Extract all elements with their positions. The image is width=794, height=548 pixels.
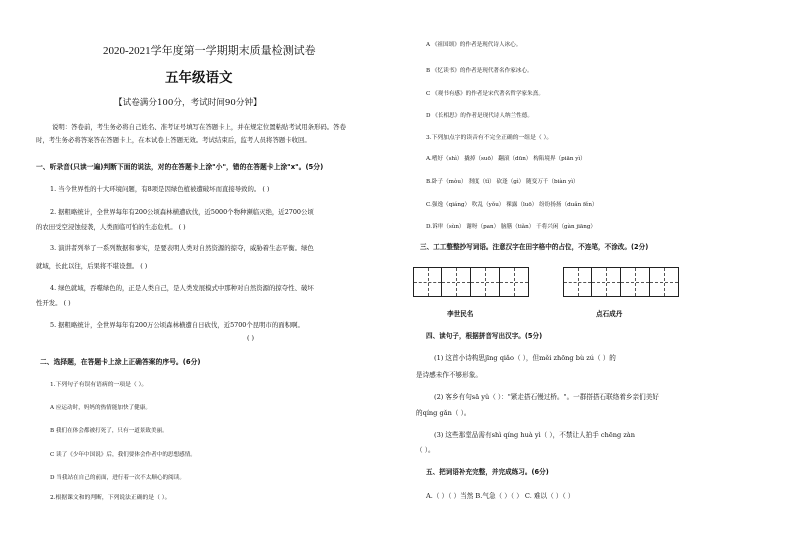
- section-2-q2: 2.根据课文和的判断，下列说法正确的是（ ）。: [50, 495, 171, 501]
- s5-fill-line: A.（ ）（ ）当然 B.气急（ ）（ ） C. 难以（ ）（ ）: [426, 492, 575, 500]
- exam-title: 2020-2021学年度第一学期期末质量检测试卷: [103, 45, 316, 57]
- right-option-c: C 《观书有感》的作者是宋代著名哲学家朱熹。: [426, 91, 544, 97]
- section-1-title: 一、听录音(只读一遍)判断下面的说法，对的在答题卡上涂"小"，错的在答题卡上涂"x"。(5分): [36, 163, 324, 171]
- right-option-a: A 《祖国颂》的作者是现代诗人冰心。: [426, 42, 522, 48]
- copy-word-1: 李世民名: [447, 310, 474, 318]
- section-1-q4-line1: 4. 绿色就域，吞噬绿色的，正是人类自己，是人类发展模式中那种对自然资源的掠夺性、破坏: [50, 284, 314, 292]
- q3-row-b: B.卧子（mòu） 刹度（tǐ） 砍逢（gì） 随变万千（biàn yì）: [426, 179, 579, 185]
- s4-sentence-1-line1: (1) 这首小诗构思jīng qiǎo（ ），但měi zhōng bù zú（ ）的: [434, 354, 616, 362]
- grid-cell[interactable]: [413, 267, 442, 297]
- section-1-q1: 1. 当今世界性的十大环境问题，有8项是因绿色植被遭破坏而直接导致的。 ( ): [50, 185, 270, 193]
- copy-grid-1[interactable]: [413, 267, 529, 297]
- section-1-q4-line2: 性开发。 ( ): [36, 299, 71, 307]
- grid-cell[interactable]: [471, 267, 500, 297]
- section-2-q1-option-a: A 应运动时，妈妈的热情能加快了健康。: [50, 405, 151, 411]
- s4-sentence-1-line2: 是诗感未作不够形象。: [416, 371, 482, 379]
- right-option-d: D 《长相思》的作者是现代诗人纳兰性德。: [426, 113, 533, 119]
- section-4-title: 四、读句子，根据拼音写出汉字。(5分): [426, 332, 543, 340]
- question-3: 3.下列加点字的读音有不完全正确的一组是（ ）。: [426, 135, 553, 141]
- section-2-title: 二、选择题，在答题卡上涂上正确答案的序号。(6分): [40, 358, 201, 366]
- s4-sentence-2-line1: (2) 客乡有句sā yǔ（ ）："紧走搭石慢过桥。"。一群搭搭石联络着乡亲们美好: [434, 393, 659, 401]
- instructions-line-1: 说明：答卷前，考生务必将自己姓名、准考证号填写在答题卡上，并在规定位置粘贴考试用条形码。答卷: [52, 123, 346, 131]
- q3-row-d: D.诉审（sùn） 谢呀（pan） 脑膳（tiǎn） 千将兴闲（gàn jiāng）: [426, 224, 596, 230]
- subject-title: 五年级语文: [165, 70, 233, 86]
- q3-row-a: A.嗜好（shì） 撬掉（suō） 翻滚（dūn） 构陷境界（piān yì）: [426, 156, 586, 162]
- section-2-q1-option-c: C 读了《少年中国说》后，我们要体会作者中的思想感情。: [50, 452, 196, 458]
- right-option-b: B 《忆读书》的作者是现代著名作家冰心。: [426, 68, 533, 74]
- section-5-title: 五、把词语补充完整，并完成练习。(6分): [426, 468, 549, 476]
- grid-cell[interactable]: [500, 267, 529, 297]
- grid-cell[interactable]: [442, 267, 471, 297]
- copy-grid-2[interactable]: [563, 267, 679, 297]
- grid-cell[interactable]: [621, 267, 650, 297]
- instructions-line-2: 时，考生务必将答案答在答题卡上，在本试卷上答题无效。考试结束后，监考人员将答题卡收回。: [36, 136, 311, 144]
- grid-cell[interactable]: [650, 267, 679, 297]
- copy-word-2: 点石成丹: [596, 310, 623, 318]
- s4-sentence-3-line1: (3) 这些那堂品需有shì qíng huà yì（ ），不禁让人拍手 chēng zàn: [434, 431, 635, 439]
- s4-sentence-3-line2: （ ）。: [416, 446, 435, 454]
- section-2-q1-option-b: B 我们在体会都被打死了，只有一道景致美丽。: [50, 428, 168, 434]
- q3-row-c: C.强逸（qiáng） 吹乱（yǒu） 裸露（luō） 纷纷扬扬（duǎn fěn）: [426, 202, 598, 208]
- section-2-q1: 1.下列句子有误有语病的一项是（ ）。: [50, 382, 148, 388]
- section-3-title: 三、工工整整抄写词语。注意汉字在田字格中的占位，不连笔，不涂改。(2分): [420, 243, 649, 251]
- grid-cell[interactable]: [563, 267, 592, 297]
- s4-sentence-2-line2: 的qíng gǎn（ ）。: [416, 409, 471, 417]
- section-1-q5-line1: 5. 据粗略统计，全世界每年有200万公顷森林横遭自日砍伐，近5700个昆明市的面积啊。: [50, 321, 304, 329]
- section-1-q3-line2: 就域，长此以往，后果将不堪设想。 ( ): [36, 262, 148, 270]
- grid-cell[interactable]: [592, 267, 621, 297]
- section-1-q5-line2: ( ): [247, 334, 255, 342]
- exam-info: 【试卷满分100分，考试时间90分钟】: [114, 98, 262, 108]
- section-1-q2-line2: 的农田受空浸蚀侵袭，人类面临可怕的生态危机。 ( ): [36, 223, 186, 231]
- section-1-q3-line1: 3. 演讲者列举了一系列数据和事实，是要表明人类对自然资源的掠夺，威胁着生态平衡。绿色: [50, 244, 314, 252]
- section-1-q2-line1: 2. 据粗略统计，全世界每年有200公顷森林横遭砍伐，近5000个物种濒临灭绝，近2700公顷: [50, 208, 314, 216]
- section-2-q1-option-d: D 当我站在自己的前面，进行着一次不太顺心的阅读。: [50, 475, 185, 481]
